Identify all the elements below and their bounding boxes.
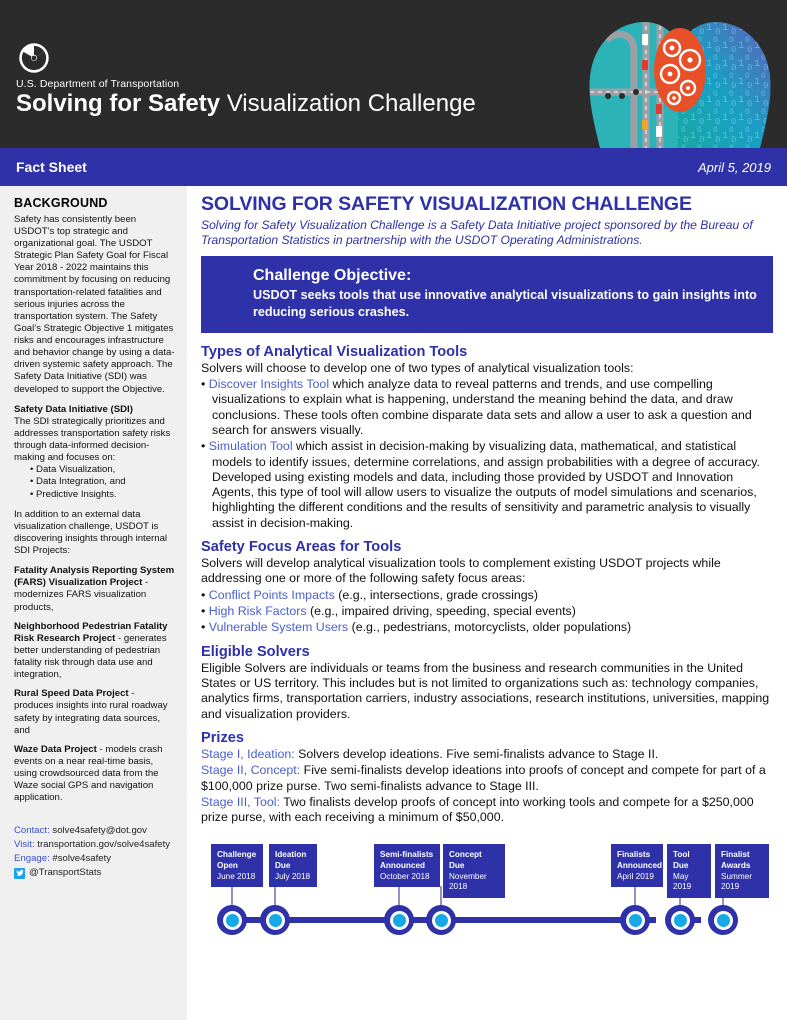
fact-sheet-bar	[0, 148, 787, 186]
focus-text: (e.g., intersections, grade crossings)	[334, 587, 538, 602]
page-title-regular: Visualization Challenge	[220, 90, 476, 117]
focus-item-vulnerable-users	[201, 620, 773, 635]
eligible-text: Eligible Solvers are individuals or teams from the business and research communities in the United States or US territory. This includes but is not limited to organizations such as: technology companies, analytics firms, transportation carriers, industry associations, research institutions, universities, mapping and visualization providers.	[201, 660, 770, 721]
milestone-line1: Tool	[673, 850, 690, 860]
list-item: • Data Visualization,	[30, 464, 175, 476]
timeline-card-concept-due	[443, 844, 505, 898]
focus-term: Conflict Points Impacts	[208, 587, 335, 602]
project-name: Rural Speed Data Project	[14, 688, 129, 700]
project-desc: - produces insights into rural roadway safety by integrating data sources, and	[14, 688, 168, 736]
sidebar-sdi-heading: Safety Data Initiative (SDI)	[14, 403, 133, 415]
dot-branding	[16, 42, 476, 118]
focus-text: (e.g., pedestrians, motorcyclists, older populations)	[348, 620, 632, 635]
page-header	[0, 0, 787, 148]
engage-hashtag[interactable]: #solve4safety	[49, 852, 112, 864]
engage-label: Engage:	[14, 852, 50, 864]
milestone-line1: Challenge	[217, 850, 257, 860]
sidebar-project-pedestrian	[14, 621, 175, 682]
prize-term: Stage II, Concept:	[201, 763, 301, 778]
focus-term: Vulnerable System Users	[208, 620, 349, 635]
fact-sheet-label: Fact Sheet	[16, 159, 87, 175]
objective-colon: :	[405, 267, 412, 285]
objective-heading	[253, 267, 759, 285]
sidebar-sdi-bullets	[30, 464, 175, 500]
timeline-card-tool-due	[667, 844, 711, 898]
milestone-date: October 2018	[380, 871, 430, 881]
milestone-date: November 2018	[449, 871, 487, 892]
contact-visit-row	[14, 838, 175, 852]
prize-term: Stage I, Ideation:	[201, 746, 295, 761]
sidebar-project-fars	[14, 565, 175, 614]
milestone-line2: Announced	[380, 861, 426, 871]
sidebar-projects-intro: In addition to an external data visualization challenge, USDOT is discovering insights through internal SDI Projects:	[14, 508, 168, 557]
project-desc: - modernizes FARS visualization products,	[14, 577, 149, 613]
project-desc: - models crash events on a near real-time basis, using crowdsourced data from the Waze social GPS and navigation application.	[14, 743, 163, 804]
milestone-line2: Due	[449, 861, 465, 871]
types-term: Simulation Tool	[208, 439, 293, 454]
sidebar-project-waze	[14, 744, 175, 805]
milestone-line1: Semi-finalists	[380, 850, 434, 860]
dot-agency-label: U.S. Department of Transportation	[16, 78, 180, 90]
timeline-node-concept-due[interactable]	[426, 905, 456, 935]
dot-triskelion-icon	[16, 42, 52, 74]
timeline-card-semifinalists-announced	[374, 844, 440, 887]
sidebar-project-rural-speed	[14, 688, 175, 737]
timeline-node-challenge-open[interactable]	[217, 905, 247, 935]
sidebar-background-heading: BACKGROUND	[14, 196, 108, 210]
challenge-objective-box	[201, 256, 773, 332]
focus-intro: Solvers will develop analytical visualization tools to complement existing USDOT projects while addressing one or more of the following safety focus areas:	[201, 556, 721, 586]
twitter-bird-icon[interactable]	[14, 868, 25, 879]
milestone-date: Summer 2019	[721, 871, 752, 892]
milestone-line2: Announced	[617, 861, 663, 871]
prize-stage-3	[201, 795, 773, 826]
timeline-card-finalists-announced	[611, 844, 663, 887]
types-text: which analyze data to reveal patterns and trends, and use compelling visualizations to explain what is happening, understand the meaning behind the data, and draw conclusions. These tools often combine disparate data sets and allow a user to ask a question and search for answers visually.	[212, 376, 752, 437]
section-heading-prizes: Prizes	[201, 729, 244, 746]
timeline-node-tool-due[interactable]	[665, 905, 695, 935]
section-heading-focus: Safety Focus Areas for Tools	[201, 539, 402, 556]
milestone-line2: Due	[275, 861, 291, 871]
timeline-card-challenge-open	[211, 844, 263, 887]
milestone-line2: Due	[673, 861, 689, 871]
milestone-date: June 2018	[217, 871, 256, 881]
visit-label: Visit:	[14, 839, 35, 851]
milestone-line2: Awards	[721, 861, 751, 871]
milestone-date: July 2018	[275, 871, 311, 881]
two-heads-data-roads-graphic	[560, 0, 787, 148]
timeline-node-semifinalists-announced[interactable]	[384, 905, 414, 935]
twitter-handle[interactable]: @TransportStats	[29, 867, 102, 879]
milestone-date: May 2019	[673, 871, 692, 892]
list-item: • Predictive Insights.	[30, 489, 175, 501]
contact-email-row	[14, 824, 175, 838]
project-name: Neighborhood Pedestrian Fatality Risk Research Project	[14, 620, 168, 644]
section-heading-eligible: Eligible Solvers	[201, 643, 310, 660]
timeline-card-ideation-due	[269, 844, 317, 887]
project-desc: - generates better understanding of pedestrian fatality risk through data use and integration,	[14, 632, 167, 681]
main-subtitle: Solving for Safety Visualization Challenge is a Safety Data Initiative project sponsored by the Bureau of Transportation Statistics in partnership with the USDOT Operating Administrations.	[201, 218, 753, 247]
timeline-node-ideation-due[interactable]	[260, 905, 290, 935]
objective-body: USDOT seeks tools that use innovative analytical visualizations to gain insights into reducing serious crashes.	[253, 288, 757, 320]
contact-label: Contact:	[14, 825, 50, 837]
focus-text: (e.g., impaired driving, speeding, special events)	[306, 604, 576, 619]
visit-url[interactable]: transportation.gov/solve4safety	[34, 839, 171, 851]
prize-text: Solvers develop ideations. Five semi-finalists advance to Stage II.	[294, 746, 659, 761]
fact-sheet-date: April 5, 2019	[698, 159, 771, 175]
types-intro: Solvers will choose to develop one of two types of analytical visualization tools:	[201, 360, 634, 375]
prize-term: Stage III, Tool:	[201, 794, 280, 809]
sidebar	[0, 186, 187, 1020]
timeline-node-finalist-awards[interactable]	[708, 905, 738, 935]
main-title: SOLVING FOR SAFETY VISUALIZATION CHALLENGE	[201, 193, 692, 215]
objective-heading-text: Challenge Objective	[253, 267, 406, 285]
timeline-card-finalist-awards	[715, 844, 769, 898]
milestone-line1: Finalists	[617, 850, 651, 860]
milestone-line2: Open	[217, 861, 238, 871]
twitter-row[interactable]	[14, 866, 175, 880]
contact-engage-row	[14, 852, 175, 866]
sidebar-background-text: Safety has consistently been USDOT’s top strategic and organizational goal. The USDOT Strategic Plan Safety Goal for Fiscal Year 2018 - 2022 maintains this commitment by focusing on reducing transportation-related fatalities and serious injuries across the transportation system. The Safety Goal’s Strategic Objective 1 mitigates risks and encourages infrastructure and behavior change by using a data-driven systemic safety approach. The Safety Data Initiative (SDI) was developed to support the Objective.	[14, 213, 175, 395]
types-term: Discover Insights Tool	[208, 376, 330, 391]
prize-text: Two finalists develop proofs of concept into working tools and compete for a $250,000 prize purse, with each receiving a minimum of $50,000.	[201, 794, 754, 825]
section-heading-types: Types of Analytical Visualization Tools	[201, 343, 468, 360]
types-item-simulation	[201, 439, 773, 531]
timeline-segment-2	[436, 917, 636, 923]
sidebar-sdi-text: The SDI strategically prioritizes and addresses transportation safety risks through data-informed decision-making and focuses on:	[14, 415, 171, 464]
focus-item-high-risk	[201, 604, 773, 619]
prize-text: Five semi-finalists develop ideations into proofs of concept and compete for part of a $100,000 prize purse. Two semi-finalists advance to Stage III.	[201, 763, 766, 793]
focus-term: High Risk Factors	[208, 604, 307, 619]
challenge-timeline	[201, 834, 773, 946]
page-title-bold: Solving for Safety	[16, 90, 221, 117]
project-name: Fatality Analysis Reporting System (FARS) Visualization Project	[14, 565, 175, 589]
list-item: • Data Integration, and	[30, 476, 175, 488]
prize-stage-1	[201, 747, 773, 762]
prize-stage-2	[201, 763, 773, 794]
milestone-date: April 2019	[617, 871, 654, 881]
focus-item-conflict-points	[201, 588, 773, 603]
types-text: which assist in decision-making by visualizing data, mathematical, and statistical models to identify issues, determine correlations, and assign probabilities with a degree of accuracy. Developed using existing models and data, including those provided by USDOT and Innovation Agents, this type of tool will allow users to visualize the outputs of model simulations and scenarios, highlighting the different conditions and the results of sensitivity and parametric analysis to visually assist in decision-making.	[212, 439, 760, 530]
main-content	[187, 186, 787, 1020]
milestone-line1: Ideation	[275, 850, 307, 860]
contact-email[interactable]: solve4safety@dot.gov	[49, 825, 147, 837]
timeline-node-finalists-announced[interactable]	[620, 905, 650, 935]
milestone-line1: Finalist	[721, 850, 750, 860]
contact-block	[14, 824, 175, 879]
project-name: Waze Data Project	[14, 743, 97, 755]
page-title	[16, 91, 476, 118]
types-item-discover	[201, 377, 773, 438]
milestone-line1: Concept	[449, 850, 482, 860]
